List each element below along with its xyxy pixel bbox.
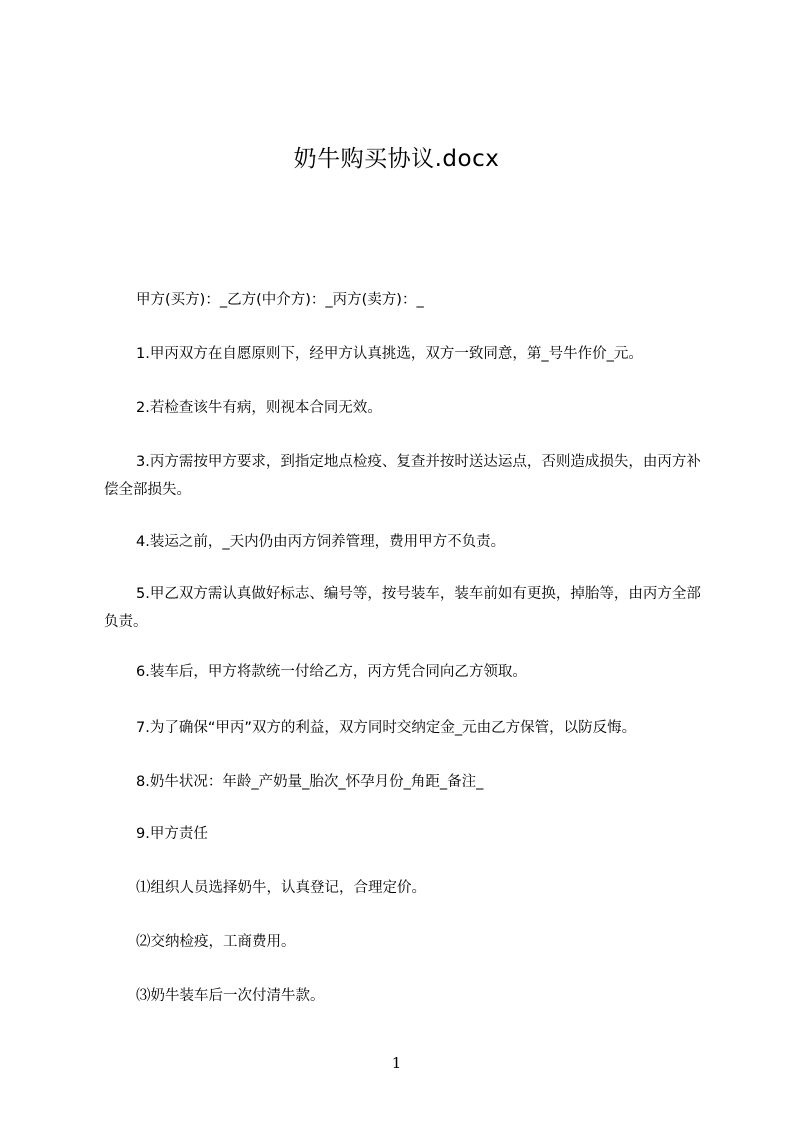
paragraph-clause-4: 4.装运之前，_天内仍由丙方饲养管理，费用甲方不负责。 — [136, 534, 506, 550]
page-number: 1 — [391, 1054, 402, 1072]
paragraph-subitem-3: ⑶奶牛装车后一次付清牛款。 — [136, 988, 325, 1004]
paragraph-clause-6: 6.装车后，甲方将款统一付给乙方，丙方凭合同向乙方领取。 — [136, 664, 527, 680]
paragraph-subitem-1: ⑴组织人员选择奶牛，认真登记，合理定价。 — [136, 880, 426, 896]
paragraph-clause-2: 2.若检查该牛有病，则视本合同无效。 — [136, 400, 382, 416]
paragraph-clause-1: 1.甲丙双方在自愿原则下，经甲方认真挑选，双方一致同意，第_号牛作价_元。 — [136, 346, 643, 362]
paragraph-subitem-2: ⑵交纳检疫，工商费用。 — [136, 934, 296, 950]
paragraph-parties: 甲方(买方)：_乙方(中介方)：_丙方(卖方)：_ — [136, 292, 424, 308]
paragraph-clause-9: 9.甲方责任 — [136, 826, 208, 842]
paragraph-clause-5: 5.甲乙双方需认真做好标志、编号等，按号装车，装车前如有更换，掉胎等，由丙方全部负责。 — [104, 586, 701, 630]
paragraph-clause-8: 8.奶牛状况：年龄_产奶量_胎次_怀孕月份_角距_备注_ — [136, 774, 484, 790]
document-title: 奶牛购买协议.docx — [293, 146, 500, 172]
paragraph-clause-3: 3.丙方需按甲方要求，到指定地点检疫、复查并按时送达运点，否则造成损失，由丙方补偿全部损失。 — [104, 454, 701, 498]
paragraph-clause-7: 7.为了确保“甲丙”双方的利益，双方同时交纳定金_元由乙方保管，以防反悔。 — [136, 720, 637, 736]
